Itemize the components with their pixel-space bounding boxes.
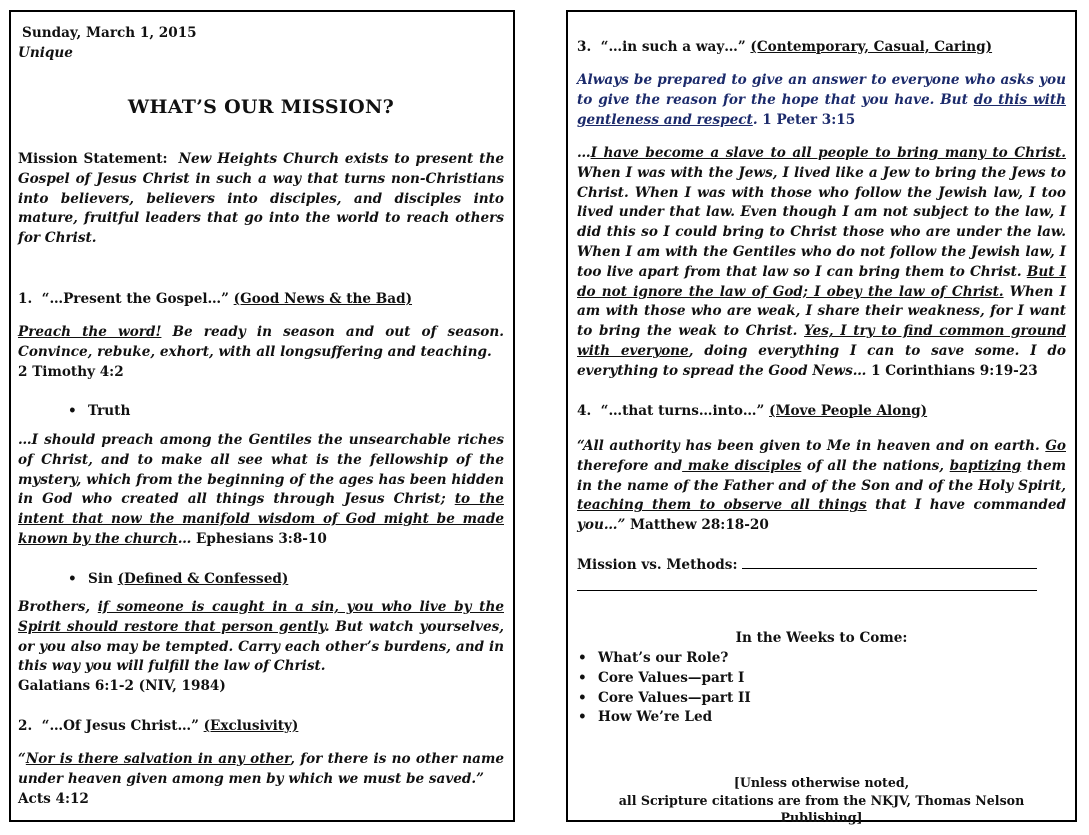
verse-underlined: I have become a slave to all people to bring many to Christ.: [590, 145, 1066, 161]
date: Sunday, March 1, 2015: [22, 25, 197, 41]
bullet-label: Truth: [88, 403, 131, 419]
verse-text: therefore and: [577, 457, 683, 474]
bullet-sin: [68, 570, 288, 590]
verse-tail: .: [752, 111, 758, 128]
verse-underlined: baptizing: [949, 457, 1022, 474]
verse-open-quote: “: [18, 751, 26, 767]
point-4-heading: [577, 402, 1066, 422]
verse-underlined: teaching them to observe all things: [577, 497, 867, 514]
verse-tail: …: [177, 530, 192, 547]
weeks-list-item: [577, 689, 1066, 709]
bullet-label: Sin: [88, 571, 113, 587]
fill-in-blank-line[interactable]: [577, 590, 1037, 591]
verse-text: …I should preach among the Gentiles the unsearchable riches of Christ, and to make all see what is the fellowship of the mystery, which from the beginning of the ages has been hidden in God who created all things through Jesus Christ;: [18, 432, 504, 508]
verse-underlined: do this with gentleness and respect: [577, 91, 1067, 128]
verse-text: , doing everything I can to save some. I do everything to spread the Good News…: [577, 342, 1066, 379]
verse-text: that I have commanded you…”: [577, 497, 1066, 534]
point-3-verse: [577, 71, 1066, 130]
bullet-dot: •: [578, 650, 587, 666]
point-3-number: 3.: [577, 39, 592, 55]
fill-in-blank[interactable]: [742, 556, 1037, 569]
verse-text: …: [577, 145, 591, 161]
verse-reference: Matthew 28:18-20: [625, 517, 769, 534]
weeks-heading: In the Weeks to Come:: [735, 630, 908, 646]
series-name: Unique: [18, 45, 73, 61]
point-2-subtitle: (Exclusivity): [203, 718, 299, 734]
weeks-list-label: What’s our Role?: [598, 650, 729, 666]
mission-vs-methods-label: Mission vs. Methods:: [577, 557, 738, 573]
point-4-subtitle: (Move People Along): [769, 403, 928, 419]
verse-reference: Ephesians 3:8-10: [191, 530, 327, 547]
point-1-verse: [18, 323, 504, 382]
footnote-line-2: all Scripture citations are from the NKJV, Thomas Nelson Publishing]: [618, 792, 1025, 825]
weeks-list: [577, 649, 1066, 728]
point-3-quote: “…in such a way…”: [600, 39, 746, 55]
verse-reference: Galatians 6:1-2 (NIV, 1984): [18, 678, 226, 695]
weeks-list-label: How We’re Led: [598, 709, 713, 726]
bullet-dot: •: [68, 403, 77, 419]
mission-vs-methods: [577, 556, 1066, 576]
verse-text: When I am with those who are weak, I share their weakness, for I want to bring the weak to Christ.: [577, 283, 1066, 340]
weeks-list-label: Core Values—part I: [598, 669, 745, 686]
footnote-line-1: [Unless otherwise noted,: [733, 775, 910, 790]
verse-underlined: make disciples: [682, 457, 802, 474]
verse-text: All authority has been given to Me in heaven and on earth.: [582, 438, 1046, 454]
corinthians-verse: [577, 144, 1066, 382]
point-2-heading: [18, 717, 504, 737]
verse-underlined: to the intent that now the manifold wisdom of God might be made known by the church: [18, 491, 504, 547]
verse-reference: 2 Timothy 4:2: [18, 363, 124, 380]
verse-text: of all the nations,: [801, 457, 950, 474]
mission-statement: [18, 150, 504, 249]
point-1-number: 1.: [18, 291, 33, 307]
point-1-quote: “…Present the Gospel…”: [41, 291, 229, 307]
truth-verse: [18, 431, 504, 550]
weeks-list-item: [577, 669, 1066, 689]
bullet-subtitle: (Defined & Confessed): [117, 571, 289, 587]
sin-verse: [18, 598, 504, 697]
point-1-heading: [18, 290, 504, 310]
verse-text: Always be prepared to give an answer to everyone who asks you to give the reason for the hope that you have. But: [577, 72, 1066, 108]
bullet-dot: •: [578, 669, 587, 686]
left-page: [9, 10, 515, 822]
verse-reference: 1 Corinthians 9:19-23: [866, 362, 1038, 379]
point-2-verse: [18, 750, 504, 809]
verse-reference: Acts 4:12: [18, 790, 89, 807]
verse-underlined: Yes, I try to find common ground with everyone: [577, 323, 1066, 359]
point-3-heading: [577, 38, 1066, 58]
verse-text: Be ready in season and out of season. Convince, rebuke, exhort, with all longsuffering and teaching.: [18, 324, 504, 360]
verse-underlined: Nor is there salvation in any other: [25, 751, 291, 767]
point-2-quote: “…Of Jesus Christ…”: [41, 718, 199, 734]
weeks-list-label: Core Values—part II: [598, 689, 751, 706]
bullet-dot: •: [68, 571, 77, 587]
mission-text: New Heights Church exists to present the Gospel of Jesus Christ in such a way that turns non-Christians into believers, believers into disciples, and disciples into mature, fruitful leaders that go into the world to reach others for Christ.: [18, 151, 504, 247]
footnote: [577, 774, 1066, 827]
page-title: WHAT’S OUR MISSION?: [127, 96, 395, 118]
verse-underlined: if someone is caught in a sin, you who live by the Spirit should restore that person gently: [18, 599, 504, 635]
right-page: [566, 10, 1077, 825]
bullet-dot: •: [578, 689, 587, 706]
mission-label: Mission Statement:: [18, 151, 168, 167]
verse-underlined: But I do not ignore the law of God; I obey the law of Christ.: [577, 263, 1066, 300]
weeks-list-item: [577, 649, 1066, 669]
bullet-dot: •: [578, 709, 587, 726]
verse-open-quote: “: [577, 438, 583, 454]
weeks-list-item: [577, 708, 1066, 728]
verse-text: When I was with the Jews, I lived like a Jew to bring the Jews to Christ. When I was with those who follow the Jewish law, I too lived under that law. Even though I am not subject to the law, I did this so I could bring to Christ those who are under the law. When I am with the Gentiles who do not follow the Jewish law, I too live apart from that law so I can bring them to Christ.: [577, 164, 1066, 280]
point-4-number: 4.: [577, 403, 592, 419]
bullet-truth: [68, 402, 130, 422]
verse-reference: 1 Peter 3:15: [757, 111, 856, 128]
point-2-number: 2.: [18, 718, 33, 734]
verse-underlined: Preach the word!: [18, 324, 162, 340]
point-4-quote: “…that turns…into…”: [600, 403, 765, 419]
verse-pre: Brothers,: [18, 599, 98, 615]
verse-text: , for there is no other name under heaven given among men by which we must be saved.”: [18, 751, 504, 787]
verse-text: . But watch yourselves, or you also may be tempted. Carry each other’s burdens, and in this way you will fulfill the law of Christ.: [18, 618, 504, 675]
verse-underlined: Go: [1045, 438, 1066, 454]
verse-text: them in the name of the Father and of the Son and of the Holy Spirit,: [577, 457, 1066, 494]
point-4-verse: [577, 437, 1066, 536]
point-3-subtitle: (Contemporary, Casual, Caring): [750, 39, 993, 55]
point-1-subtitle: (Good News & the Bad): [233, 291, 413, 307]
